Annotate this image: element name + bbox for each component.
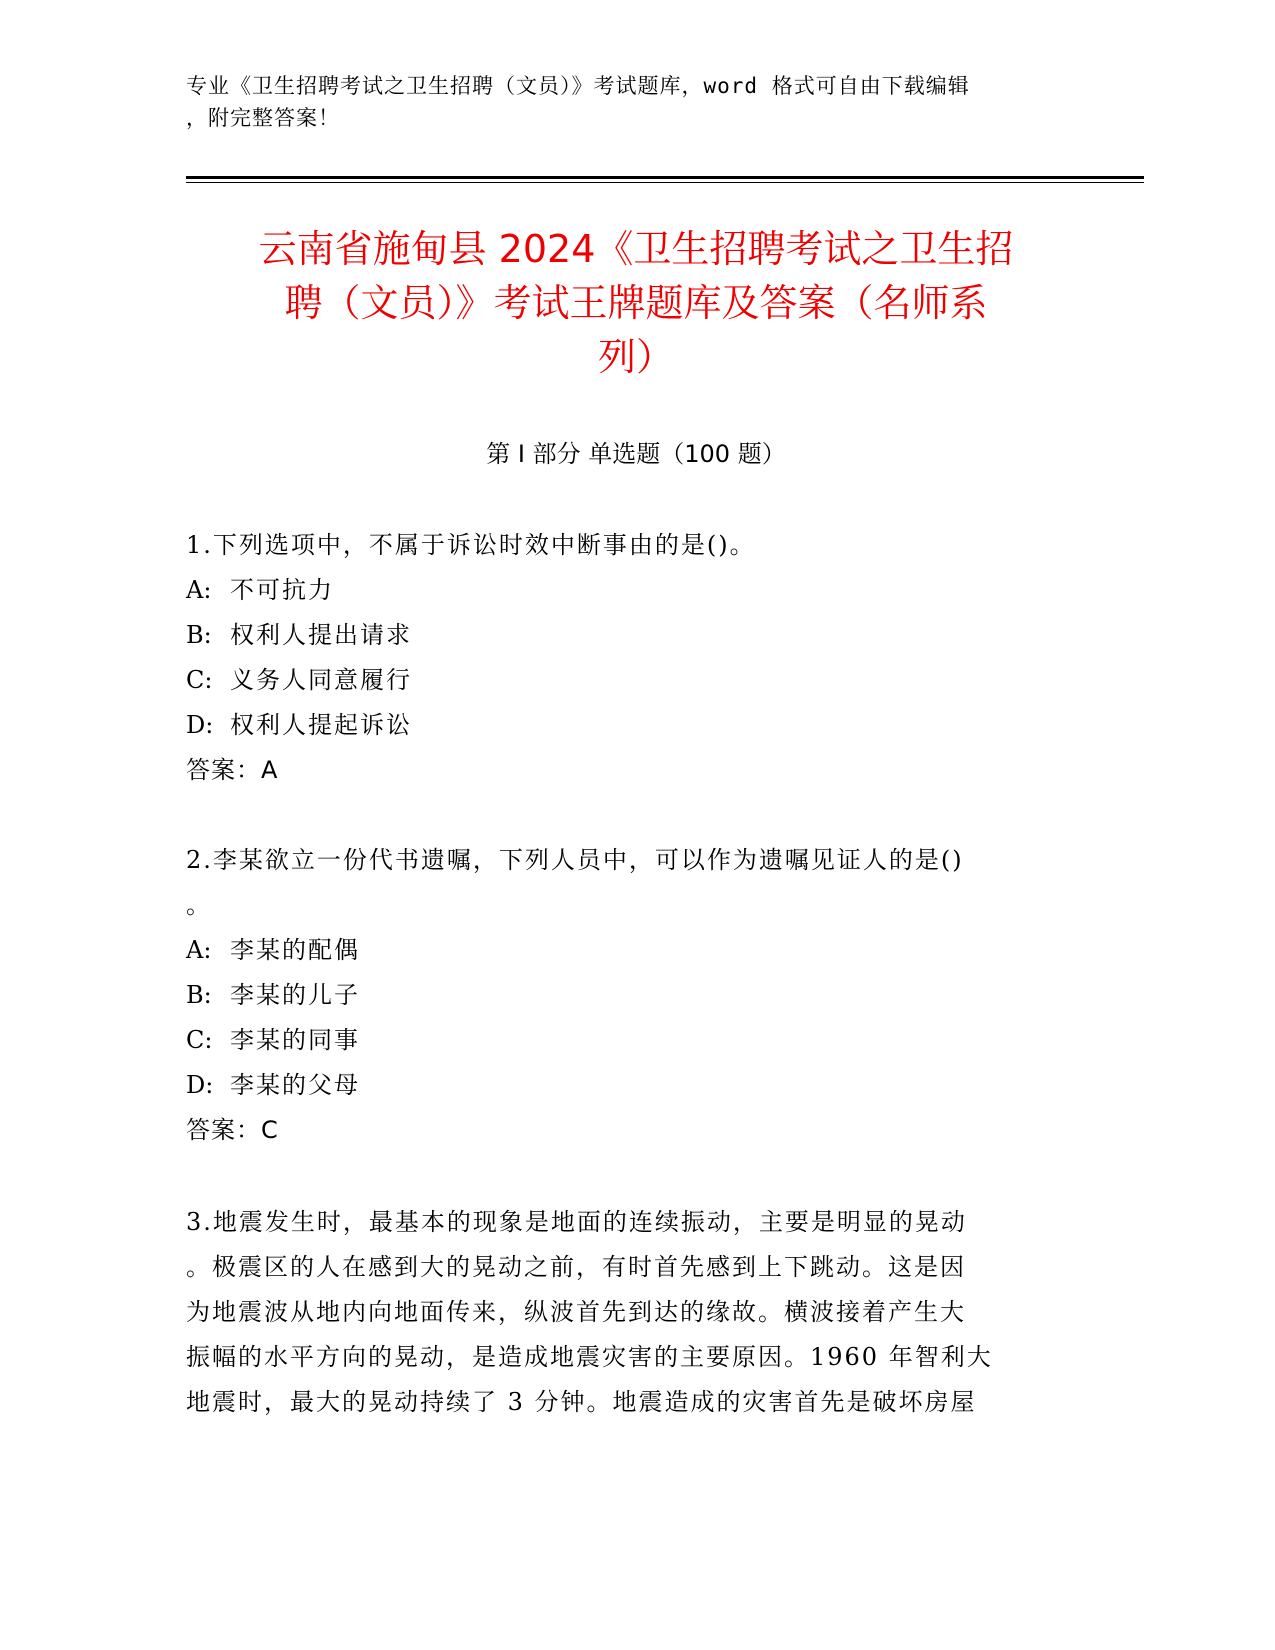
option-a bbox=[186, 928, 1066, 973]
header-note-line: ，附完整答案！ bbox=[186, 106, 340, 130]
title-line: 云南省施甸县 2024《卫生招聘考试之卫生招 bbox=[258, 227, 1014, 271]
option-text: 权利人提起诉讼 bbox=[230, 711, 412, 739]
header-note bbox=[186, 70, 1066, 134]
option-key: C: bbox=[186, 666, 213, 694]
option-d bbox=[186, 703, 1066, 748]
question-stem: 3.地震发生时，最基本的现象是地面的连续振动，主要是明显的晃动 bbox=[186, 1208, 967, 1236]
question-stem: 振幅的水平方向的晃动，是造成地震灾害的主要原因。1960 年智利大 bbox=[186, 1343, 993, 1371]
header-rule-thick bbox=[186, 176, 1144, 179]
title-line: 列） bbox=[597, 335, 674, 379]
option-d bbox=[186, 1063, 1066, 1108]
option-text: 李某的同事 bbox=[230, 1026, 360, 1054]
question-stem: 2.李某欲立一份代书遗嘱，下列人员中，可以作为遗嘱见证人的是() bbox=[186, 846, 964, 874]
question-stem: 地震时，最大的晃动持续了 3 分钟。地震造成的灾害首先是破坏房屋 bbox=[186, 1388, 977, 1416]
option-text: 不可抗力 bbox=[230, 576, 334, 604]
option-key: A: bbox=[186, 576, 212, 604]
option-key: B: bbox=[186, 621, 212, 649]
option-text: 李某的儿子 bbox=[230, 981, 360, 1009]
option-key: D: bbox=[186, 711, 214, 739]
option-c bbox=[186, 658, 1066, 703]
question-stem: 1.下列选项中，不属于诉讼时效中断事由的是()。 bbox=[186, 531, 756, 559]
question-2 bbox=[186, 838, 1066, 1153]
header-rule-thin bbox=[186, 182, 1144, 183]
option-text: 李某的父母 bbox=[230, 1071, 360, 1099]
option-b bbox=[186, 973, 1066, 1018]
section-heading: 第 I 部分 单选题（100 题） bbox=[486, 440, 786, 468]
option-key: C: bbox=[186, 1026, 213, 1054]
option-c bbox=[186, 1018, 1066, 1063]
answer-line: 答案：A bbox=[186, 756, 279, 784]
option-text: 李某的配偶 bbox=[230, 936, 360, 964]
document-title bbox=[186, 222, 1086, 384]
title-line: 聘（文员）》考试王牌题库及答案（名师系 bbox=[284, 281, 988, 325]
option-text: 义务人同意履行 bbox=[230, 666, 412, 694]
option-key: A: bbox=[186, 936, 212, 964]
option-b bbox=[186, 613, 1066, 658]
question-3 bbox=[186, 1200, 1066, 1425]
question-1 bbox=[186, 523, 1066, 793]
option-key: D: bbox=[186, 1071, 214, 1099]
option-text: 权利人提出请求 bbox=[230, 621, 412, 649]
question-stem: 。极震区的人在感到大的晃动之前，有时首先感到上下跳动。这是因 bbox=[186, 1253, 966, 1281]
option-a bbox=[186, 568, 1066, 613]
question-stem: 为地震波从地内向地面传来，纵波首先到达的缘故。横波接着产生大 bbox=[186, 1298, 966, 1326]
header-note-line: 专业《卫生招聘考试之卫生招聘（文员）》考试题库，word 格式可自由下载编辑 bbox=[186, 74, 970, 98]
option-key: B: bbox=[186, 981, 212, 1009]
question-stem: 。 bbox=[186, 891, 212, 919]
answer-line: 答案：C bbox=[186, 1116, 279, 1144]
